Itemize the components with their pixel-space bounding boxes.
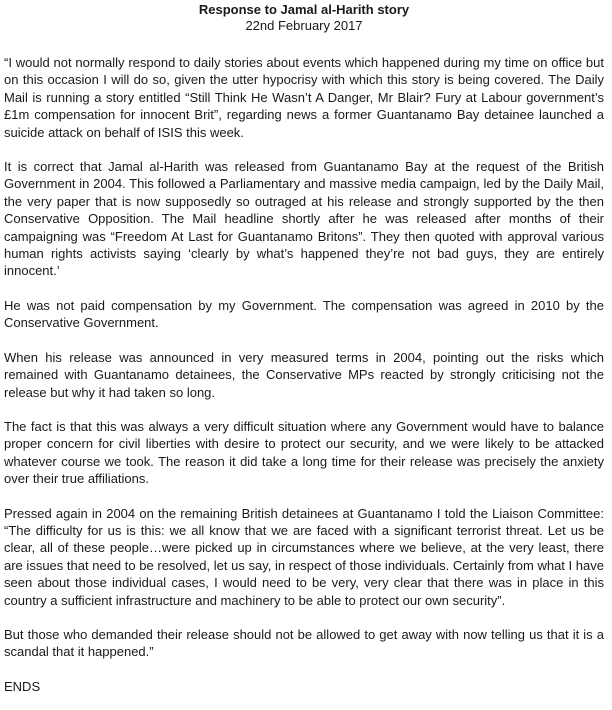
document-title: Response to Jamal al-Harith story (198, 2, 410, 17)
paragraph-closing: But those who demanded their release should not be allowed to get away with now telling us that it is a scandal that it happened.” (4, 626, 604, 660)
paragraph-intro: “I would not normally respond to daily stories about events which happened during my time on office but on this occasion I will do so, given the utter hypocrisy with which this story is being covered. The Daily Mail is running a story entitled “Still Think He Wasn’t A Danger, Mr Blair? Fury at Labour government’s £1m compensation for innocent Brit”, regarding news a former Guantanamo Bay detainee launched a suicide attack on behalf of ISIS this week. (4, 55, 604, 140)
paragraph-liaison-committee: Pressed again in 2004 on the remaining British detainees at Guantanamo I told the Liaison Committee: “The difficulty for us is this: we all know that we are faced with a significant terrorist threat. Let us be clear, all of these people…were picked up in circumstances where we believe, at the very least, there are issues that need to be resolved, let us say, in respect of those individuals. Certainly from what I have seen about those individual cases, I would need to be very, very clear that there was in place in this country a sufficient infrastructure and machinery to be able to protect our own security”. (4, 505, 604, 608)
paragraph-difficult-situation: The fact is that this was always a very difficult situation where any Government would have to balance proper concern for civil liberties with desire to protect our security, and we were likely to be attacked whatever course we took. The reason it did take a long time for their release was precisely the anxiety over their true affiliations. (4, 418, 604, 487)
paragraph-compensation: He was not paid compensation by my Government. The compensation was agreed in 2010 by the Conservative Government. (4, 297, 604, 331)
paragraph-release-history: It is correct that Jamal al-Harith was released from Guantanamo Bay at the request of the British Government in 2004. This followed a Parliamentary and massive media campaign, led by the Daily Mail, the very paper that is now supposedly so outraged at his release and strongly supported by the then Conservative Opposition. The Mail headline shortly after he was released after months of their campaigning was “Freedom At Last for Guantanamo Britons”. They then quoted with approval various human rights activists saying ‘clearly by what’s happened they’re not bad guys, they are entirely innocent.’ (4, 159, 604, 279)
ends-marker: ENDS (4, 678, 41, 694)
paragraph-conservative-reaction: When his release was announced in very measured terms in 2004, pointing out the risks which remained with Guantanamo detainees, the Conservative MPs reacted by strongly criticising not the release but why it had taken so long. (4, 349, 604, 400)
document-date: 22nd February 2017 (245, 18, 363, 33)
